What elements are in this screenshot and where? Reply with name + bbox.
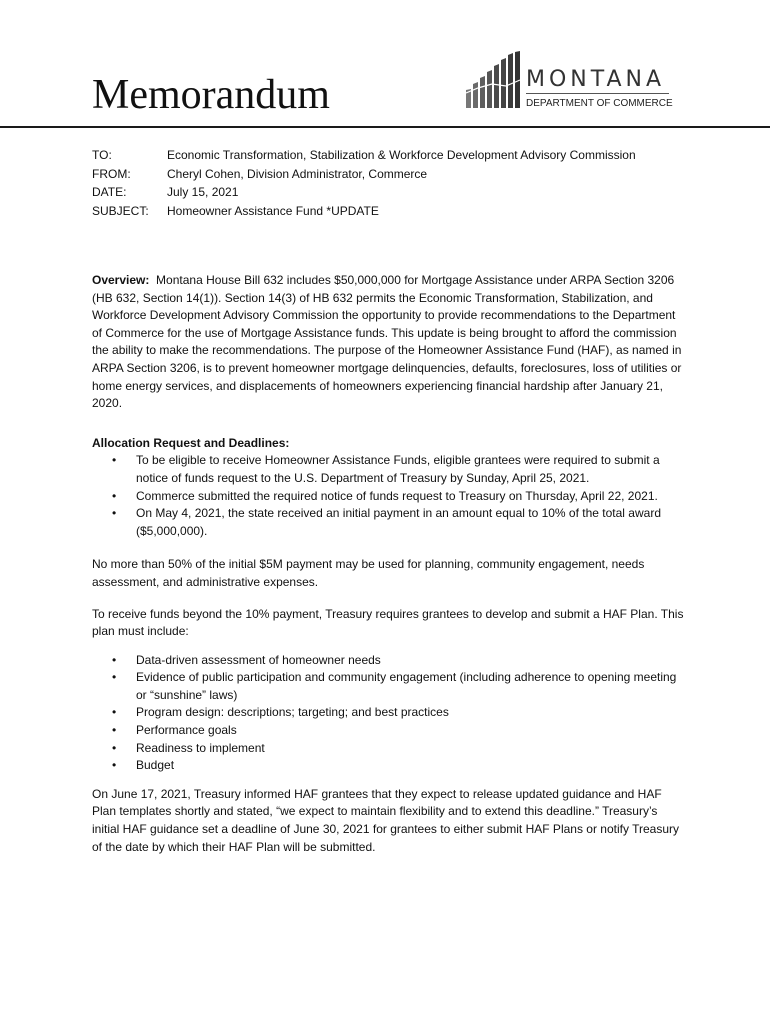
bullet-icon: • — [112, 723, 117, 738]
logo-subtitle: DEPARTMENT OF COMMERCE — [526, 98, 673, 109]
field-label: SUBJECT: — [92, 203, 149, 218]
allocation-heading: Allocation Request and Deadlines: — [92, 435, 290, 450]
bullet-icon: • — [112, 506, 117, 521]
memo-field-from — [92, 165, 692, 184]
overview-text: Montana House Bill 632 includes $50,000,000 for Mortgage Assistance under ARPA Section 3206 (HB 632, Section 14(1)). Section 14(3) of HB 632 permits the Economic Transformation, Stabilization, and Workforce Development Advisory Commission the opportunity to provide recommendations to the Department of Commerce for the use of Mortgage Assistance funds. This update is being brought to afford the commission the ability to make the recommendations. The purpose of the Homeowner Assistance Fund (HAF), as named in ARPA Section 3206, is to prevent homeowner mortgage delinquencies, defaults, foreclosures, loss of utilities or home energy services, and displacements of homeowners experiencing financial hardship after January 21, 2020. — [92, 273, 682, 411]
field-value: Cheryl Cohen, Division Administrator, Commerce — [167, 166, 428, 181]
bullet-icon: • — [112, 453, 117, 468]
plan-intro-paragraph: To receive funds beyond the 10% payment, Treasury requires grantees to develop and submit a HAF Plan. This plan must include: — [92, 606, 684, 639]
bullet-icon: • — [112, 740, 117, 755]
memo-field-date — [92, 183, 692, 202]
list-item — [92, 505, 684, 540]
logo-wordmark: MONTANA — [526, 67, 666, 92]
list-item-text: Program design: descriptions; targeting; and best practices — [136, 705, 449, 720]
list-item — [92, 669, 684, 704]
bullet-icon: • — [112, 652, 117, 667]
allocation-list — [92, 452, 684, 540]
list-item — [92, 740, 684, 758]
list-item — [92, 757, 684, 775]
list-item — [92, 488, 684, 506]
bullet-icon: • — [112, 758, 117, 773]
planning-paragraph: No more than 50% of the initial $5M payment may be used for planning, community engagement, needs assessment, and administrative expenses. — [92, 557, 645, 589]
memo-header-fields — [92, 146, 692, 220]
header-rule — [0, 126, 770, 128]
memo-field-to — [92, 146, 692, 165]
list-item — [92, 722, 684, 740]
list-item-text: Commerce submitted the required notice of funds request to Treasury on Thursday, April 22, 2021. — [136, 488, 658, 503]
field-value: Economic Transformation, Stabilization & Workforce Development Advisory Commission — [167, 148, 636, 162]
field-label: DATE: — [92, 185, 127, 199]
list-item — [92, 652, 684, 670]
list-item-text: Budget — [136, 758, 175, 773]
bullet-icon: • — [112, 705, 117, 720]
overview-label: Overview: — [92, 273, 150, 287]
memo-title: Memorandum — [92, 72, 330, 118]
field-label: TO: — [92, 148, 112, 162]
field-value: July 15, 2021 — [167, 185, 239, 199]
list-item-text: To be eligible to receive Homeowner Assistance Funds, eligible grantees were required to submit a notice of funds request to the U.S. Department of Treasury by Sunday, April 25, 2021. — [136, 453, 660, 485]
memo-field-subject — [92, 202, 692, 221]
logo-bars-icon — [464, 50, 522, 112]
list-item-text: Data-driven assessment of homeowner needs — [136, 652, 381, 667]
list-item-text: Readiness to implement — [136, 740, 265, 755]
list-item — [92, 704, 684, 722]
update-paragraph: On June 17, 2021, Treasury informed HAF grantees that they expect to release updated guidance and HAF Plan templates shortly and stated, “we expect to maintain flexibility and to extend this deadline.” Treasury’s initial HAF guidance set a deadline of June 30, 2021 for grantees to either submit HAF Plans or notify Treasury of the date by which their HAF Plan will be submitted. — [92, 786, 679, 854]
plan-requirements-list — [92, 652, 684, 775]
montana-commerce-logo — [464, 50, 694, 114]
list-item-text: Performance goals — [136, 723, 237, 738]
list-item-text: Evidence of public participation and community engagement (including adherence to opening meeting or “sunshine” laws) — [136, 670, 677, 702]
list-item — [92, 452, 684, 487]
field-value: Homeowner Assistance Fund *UPDATE — [167, 203, 379, 218]
list-item-text: On May 4, 2021, the state received an initial payment in an amount equal to 10% of the total award ($5,000,000). — [136, 506, 661, 538]
field-label: FROM: — [92, 166, 131, 181]
bullet-icon: • — [112, 488, 117, 503]
memo-body — [92, 272, 684, 856]
logo-divider — [526, 93, 669, 94]
overview-paragraph — [92, 272, 684, 413]
bullet-icon: • — [112, 670, 117, 685]
